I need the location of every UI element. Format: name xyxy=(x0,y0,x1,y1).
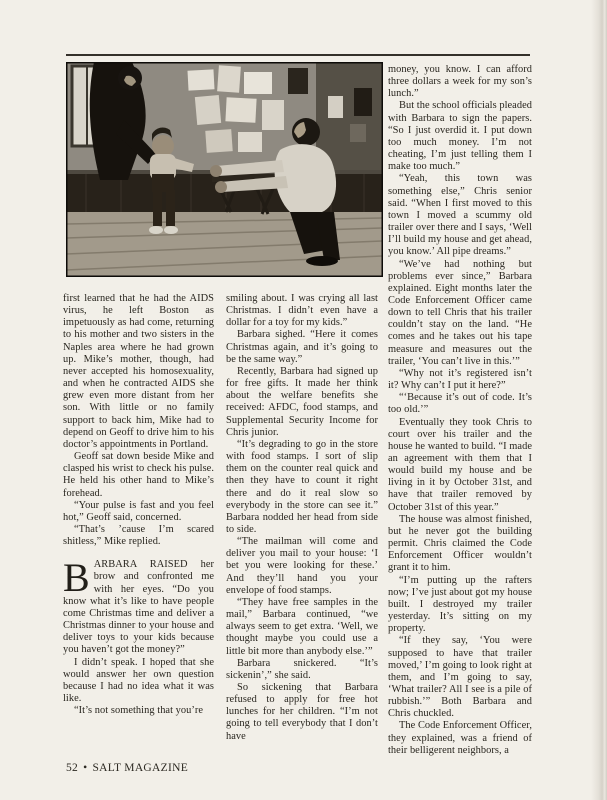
paragraph: “They have free samples in the mail,” Barbara continued, “we always seem to get extra. ‘Well, we thought maybe you could use a little bit more than anybody else.’” xyxy=(226,596,378,657)
paragraph: Barbara snickered. “It’s sickenin’,” she said. xyxy=(226,657,378,681)
magazine-name: SALT MAGAZINE xyxy=(92,762,189,774)
page-footer xyxy=(66,762,188,774)
paragraph: So sickening that Barbara refused to apply for free hot lunches for her children. “I’m not going to tell everybody that I don’t have xyxy=(226,682,378,742)
page-number: 52 xyxy=(66,762,79,774)
page-edge-shadow xyxy=(591,0,607,800)
paragraph: Barbara sighed. “Here it comes Christmas again, and it’s going to be the same way.” xyxy=(226,329,378,365)
paragraph: Recently, Barbara had signed up for free gifts. It made her think about the welfare benefits she received: AFDC, food stamps, and Supplemental Security Income for Chris junior. xyxy=(226,365,378,438)
paragraph-with-dropcap xyxy=(63,555,214,656)
paragraph: “Why not it’s registered isn’t it? Why can’t I put it here?” xyxy=(388,367,532,392)
paragraph: I didn’t speak. I hoped that she would answer her own question because I had no idea what it was like. xyxy=(63,656,214,704)
paragraph: money, you know. I can afford three dollars a week for my son’s lunch.” xyxy=(388,64,532,100)
paragraph: “Yeah, this town was something else,” Chris senior said. “When I first moved to this town I moved a scummy old trailer over there and I says, ‘Well I’ll build my house and get ahead, you know.’ All pipe dreams.” xyxy=(388,173,532,258)
paragraph: smiling about. I was crying all last Christmas. I didn’t even have a dollar for a toy for my kids.” xyxy=(226,293,378,329)
paragraph: The house was almost finished, but he never got the building permit. Chris claimed the Code Enforcement Officer wouldn’t grant it to him. xyxy=(388,513,532,574)
paragraph: “That’s ’cause I’m scared shitless,” Mike replied. xyxy=(63,523,214,548)
paragraph: “It’s not something that you’re xyxy=(74,705,204,717)
paragraph: “‘Because it’s out of code. It’s too old.’” xyxy=(388,392,532,416)
text-column-3 xyxy=(388,64,532,757)
paragraph: “I’m putting up the rafters now; I’ve just about got my house built. I destroyed my trailer yesterday. It’s sitting on my property. xyxy=(388,574,532,635)
paragraph: “If they say, ‘You were supposed to have that trailer moved,’ I’m going to look right at them, and I’m going to say, ‘What trailer? All I see is a pile of rubbish.’” Both Barbara and Chris chuckled. xyxy=(388,635,532,720)
top-rule xyxy=(66,54,530,56)
paragraph: The Code Enforcement Officer, they explained, was a friend of their belligerent neighbors, a xyxy=(388,720,532,756)
paragraph: “We’ve had nothing but problems ever since,” Barbara explained. Eight months later the Code Enforcement Officer came down to tell Chris that his trailer couldn’t stay on the land. “He comes and he takes out his tape measure and measures out the trailer, ‘You can’t live in this.’” xyxy=(388,258,532,367)
footer-bullet: • xyxy=(83,762,88,774)
text-column-1 xyxy=(63,293,214,717)
paragraph-text: ARBARA RAISED her brow and confronted me with her eyes. “Do you know what it’s like to have people come Christmas time and deliver a Christmas dinner to your house and deliver toys to your kids because you haven’t got the money?” xyxy=(63,559,214,656)
paragraph: But the school officials pleaded with Barbara to sign the papers. “So I just overdid it. I put down too much money. I’m not cheating, I’m just telling them I make too much.” xyxy=(388,100,532,173)
paragraph: first learned that he had the AIDS virus, he left Boston as impetuously as had come, returning to his mother and two sisters in the Naples area where he had grown up. Mike’s mother, though, had never accepted his homosexuality, and when he contracted AIDS she grew even more distant from her son. With little or no family support to back him, Mike had to depend on Geoff to drive him to his doctor’s appointments in Portland. xyxy=(63,293,214,450)
paragraph: Eventually they took Chris to court over his trailer and the house he wanted to build. “I made an agreement with them that I would build my house and be living in it by October 31st, and have that trailer removed by October 31st of this year.” xyxy=(388,416,532,513)
paragraph: “The mailman will come and deliver you mail to your house: ‘I bet you were looking for these.’ And they’ll hand you your envelope of food stamps. xyxy=(226,536,378,596)
dropcap-letter: B xyxy=(63,555,90,601)
photo-illustration xyxy=(66,62,383,277)
paragraph: Geoff sat down beside Mike and clasped his wrist to check his pulse. He held his other hand to Mike’s forehead. xyxy=(63,451,214,499)
article-photo xyxy=(66,62,383,277)
paragraph: “It’s degrading to go in the store with food stamps. I sort of slip them on the counter real quick and then they have to count it right there and do it real slow so everybody in the store can see it.” Barbara nodded her head from side to side. xyxy=(226,438,378,535)
paragraph: “Your pulse is fast and you feel hot,” Geoff said, concerned. xyxy=(63,499,214,523)
text-column-2 xyxy=(226,293,378,743)
